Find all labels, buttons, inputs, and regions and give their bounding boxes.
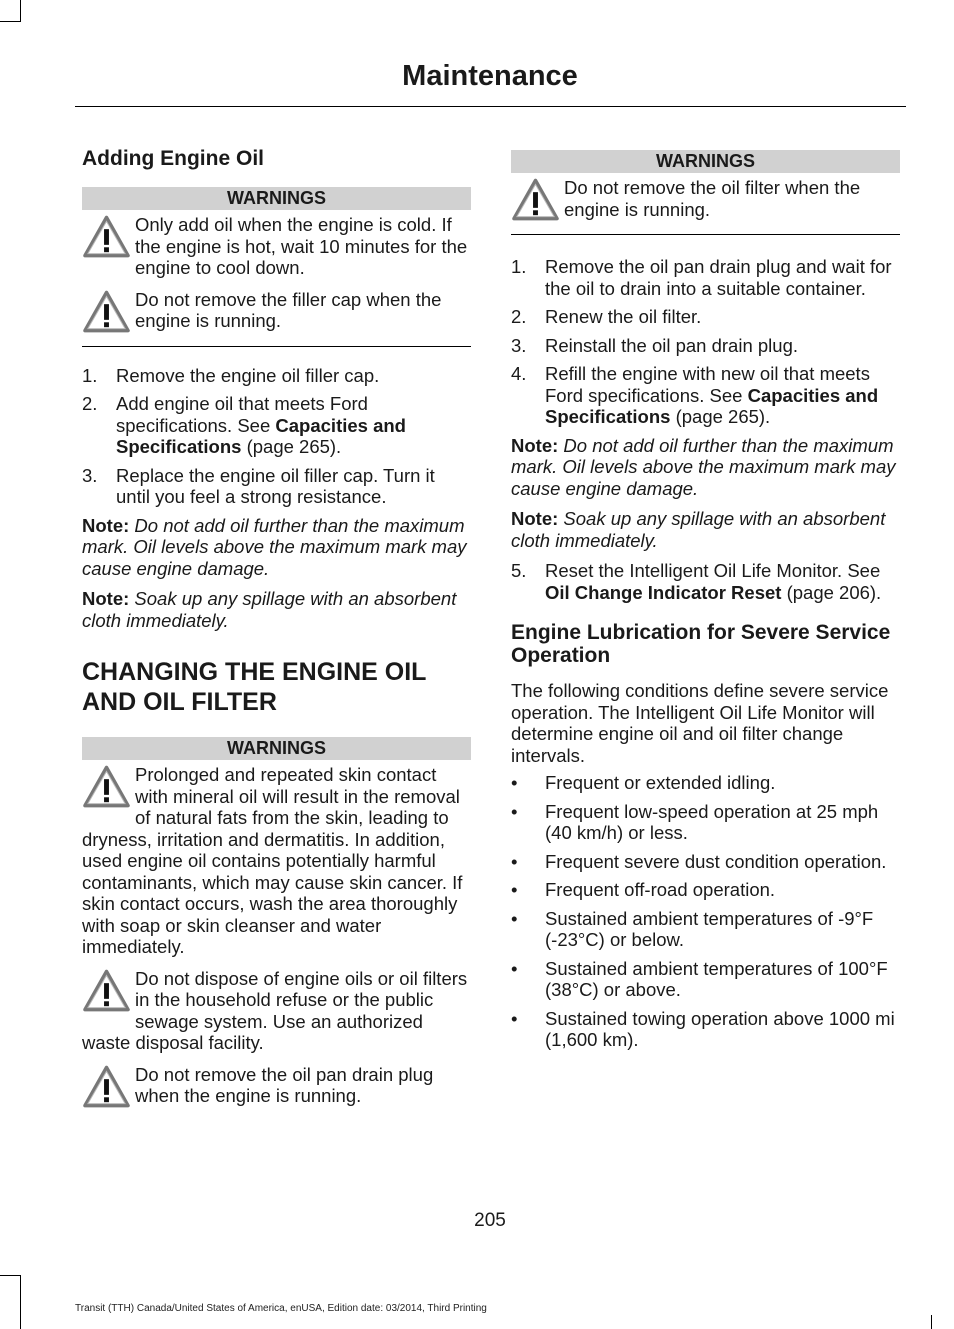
note xyxy=(82,515,471,580)
list-item xyxy=(511,256,900,299)
warnings-box xyxy=(511,150,900,235)
warning-text: Do not remove the filler cap when the engine is running. xyxy=(135,288,442,331)
bullet-text: Frequent low-speed operation at 25 mph (40 km/h) or less. xyxy=(545,800,879,843)
note-text: Do not add oil further than the maximum mark. Oil levels above the maximum mark may cause engine damage. xyxy=(82,514,467,579)
heading-line: CHANGING THE ENGINE OIL xyxy=(82,658,427,686)
bullet: • xyxy=(511,957,518,979)
header-divider xyxy=(75,106,906,107)
step-text: Add engine oil that meets Ford specifications. See xyxy=(116,393,368,436)
warning-item xyxy=(82,968,471,1054)
list-item xyxy=(511,363,900,428)
crop-mark xyxy=(0,21,21,22)
step-text: Remove the engine oil filler cap. xyxy=(116,364,380,386)
bullet: • xyxy=(511,800,518,822)
warning-text: Prolonged and repeated skin contact with mineral oil will result in the removal of natural fats from the skin, leading to dryness, irritation and dermatitis. In addition, used engine oil contains potentially harmful contaminants, which may cause skin cancer. If skin contact occurs, wash the area thoroughly with soap or skin cleanser and water immediately. xyxy=(82,764,463,957)
page-reference: (page 265). xyxy=(241,436,342,457)
crop-mark xyxy=(931,1315,932,1329)
step-text: Renew the oil filter. xyxy=(545,306,702,327)
bullet-text: Frequent or extended idling. xyxy=(545,772,776,793)
section-heading-adding-engine-oil: Adding Engine Oil xyxy=(82,147,264,170)
crop-mark xyxy=(20,0,21,22)
page-title: Maintenance xyxy=(402,60,578,92)
note-text: Do not add oil further than the maximum mark. Oil levels above the maximum mark may cause engine damage. xyxy=(511,434,896,499)
steps-list xyxy=(82,365,471,508)
step-text: Refill the engine with new oil that meets Ford specifications. See xyxy=(545,363,870,406)
heading-line: AND OIL FILTER xyxy=(82,688,277,716)
crop-mark xyxy=(0,1275,21,1276)
bullet: • xyxy=(511,879,518,900)
note xyxy=(82,588,471,631)
step-number: 3. xyxy=(511,334,527,356)
page-reference: (page 265). xyxy=(670,406,771,427)
warning-item xyxy=(82,1064,471,1111)
note-label: Note: xyxy=(82,514,130,536)
step-text: Reset the Intelligent Oil Life Monitor. See xyxy=(545,560,881,581)
bullet: • xyxy=(511,1007,518,1029)
bullet: • xyxy=(511,907,518,929)
step-number: 1. xyxy=(82,364,98,386)
cross-reference-link[interactable]: Oil Change Indicator Reset xyxy=(545,581,782,603)
note-label: Note: xyxy=(82,588,130,609)
list-item xyxy=(511,560,900,603)
bullet-text: Sustained ambient temperatures of -9°F (-23°C) or below. xyxy=(545,907,874,950)
list-item xyxy=(511,772,900,794)
note xyxy=(511,435,900,500)
warning-item xyxy=(82,289,471,336)
list-item xyxy=(511,851,900,873)
warnings-label: WARNINGS xyxy=(511,150,900,173)
list-item xyxy=(511,306,900,328)
list-item xyxy=(511,1008,900,1051)
warning-item xyxy=(82,764,471,958)
warning-triangle-icon xyxy=(82,288,131,336)
steps-list xyxy=(511,560,900,603)
footer-edition-info: Transit (TTH) Canada/United States of America, enUSA, Edition date: 03/2014, Third Printing xyxy=(75,1303,487,1314)
step-text: Remove the oil pan drain plug and wait for the oil to drain into a suitable container. xyxy=(545,256,892,299)
list-item xyxy=(82,465,471,508)
bullet: • xyxy=(511,850,518,872)
warning-triangle-icon xyxy=(82,1063,131,1111)
step-number: 2. xyxy=(511,306,527,327)
list-item xyxy=(511,335,900,357)
intro-paragraph: The following conditions define severe service operation. The Intelligent Oil Life Monitor will determine engine oil and oil filter change intervals. xyxy=(511,680,889,766)
list-item xyxy=(511,908,900,951)
warning-item xyxy=(82,214,471,279)
bullet: • xyxy=(511,772,518,793)
step-number: 1. xyxy=(511,256,527,277)
warnings-box xyxy=(82,187,471,347)
page-number: 205 xyxy=(474,1210,506,1231)
cross-reference-link[interactable]: Capacities and Specifications xyxy=(545,384,879,427)
warning-triangle-icon xyxy=(82,967,131,1015)
warning-triangle-icon xyxy=(82,213,131,261)
list-item xyxy=(511,801,900,844)
step-number: 2. xyxy=(82,393,98,414)
warning-text: Do not remove the oil filter when the engine is running. xyxy=(564,177,861,220)
warning-item xyxy=(511,177,900,224)
note xyxy=(511,508,900,551)
note-text: Soak up any spillage with an absorbent cloth immediately. xyxy=(511,508,886,551)
bullet-text: Sustained ambient temperatures of 100°F (38°C) or above. xyxy=(545,957,888,1000)
warning-text: Do not dispose of engine oils or oil filters in the household refuse or the public sewage system. Use an authorized waste disposal facility. xyxy=(82,967,468,1053)
step-text: Replace the engine oil filler cap. Turn it until you feel a strong resistance. xyxy=(116,464,435,507)
list-item xyxy=(511,879,900,901)
page-reference: (page 206). xyxy=(781,581,882,603)
bullet-text: Frequent off-road operation. xyxy=(545,879,776,900)
warning-text: Do not remove the oil pan drain plug when the engine is running. xyxy=(135,1063,434,1106)
warning-triangle-icon xyxy=(511,176,560,224)
conditions-list xyxy=(511,772,900,1051)
list-item xyxy=(511,958,900,1001)
steps-list xyxy=(511,256,900,428)
warnings-label: WARNINGS xyxy=(82,187,471,210)
warnings-box xyxy=(82,737,471,1111)
section-heading-changing-oil xyxy=(82,657,471,717)
left-column xyxy=(82,143,471,1111)
note-label: Note: xyxy=(511,434,559,456)
warnings-label: WARNINGS xyxy=(82,737,471,760)
section-heading-severe-service: Engine Lubrication for Severe Service Operation xyxy=(511,621,891,667)
warning-triangle-icon xyxy=(82,763,131,811)
bullet-text: Sustained towing operation above 1000 mi (1,600 km). xyxy=(545,1007,895,1050)
step-number: 3. xyxy=(82,464,98,486)
list-item xyxy=(82,393,471,458)
warning-text: Only add oil when the engine is cold. If the engine is hot, wait 10 minutes for the engine to cool down. xyxy=(135,214,468,278)
list-item xyxy=(82,365,471,387)
step-text: Reinstall the oil pan drain plug. xyxy=(545,334,798,356)
step-number: 5. xyxy=(511,560,527,581)
cross-reference-link[interactable]: Capacities and Specifications xyxy=(116,414,406,457)
note-label: Note: xyxy=(511,508,559,529)
right-column xyxy=(511,150,900,1058)
bullet-text: Frequent severe dust condition operation. xyxy=(545,850,887,872)
crop-mark xyxy=(20,1275,21,1329)
note-text: Soak up any spillage with an absorbent cloth immediately. xyxy=(82,588,457,631)
step-number: 4. xyxy=(511,363,527,384)
